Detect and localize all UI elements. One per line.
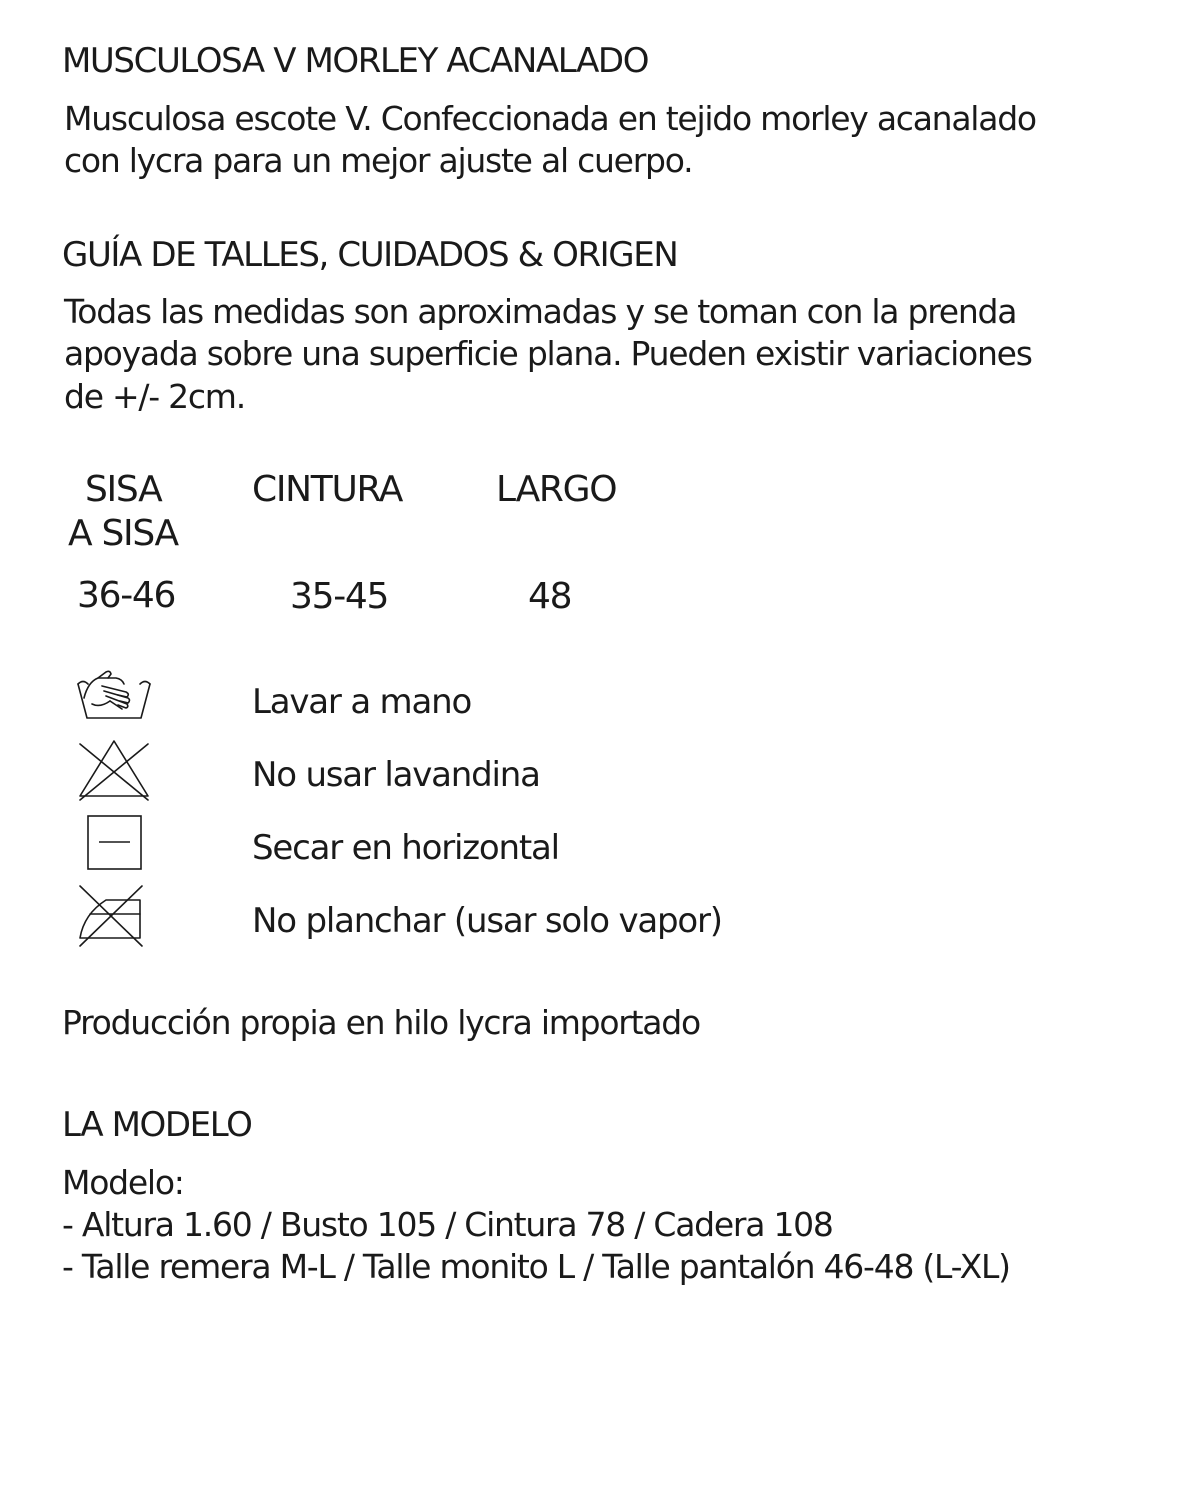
- no-bleach-icon: [76, 738, 152, 802]
- size-value-largo: 48: [528, 576, 572, 617]
- size-value-cintura: 35-45: [290, 576, 389, 617]
- size-header-sisa-line-1: SISA: [85, 469, 162, 510]
- size-header-largo: LARGO: [496, 469, 617, 510]
- origin-text: Producción propia en hilo lycra importado: [62, 1003, 700, 1042]
- no-iron-icon: [76, 884, 146, 948]
- care-label-hand-wash: Lavar a mano: [252, 682, 472, 722]
- guide-title: GUÍA DE TALLES, CUIDADOS & ORIGEN: [62, 235, 678, 275]
- model-line-1: Modelo:: [62, 1163, 184, 1202]
- model-title: LA MODELO: [62, 1105, 252, 1145]
- model-line-3: - Talle remera M-L / Talle monito L / Talle pantalón 46-48 (L-XL): [62, 1247, 1010, 1286]
- dry-flat-icon: [86, 814, 144, 872]
- model-line-2: - Altura 1.60 / Busto 105 / Cintura 78 / Cadera 108: [62, 1205, 833, 1244]
- care-label-no-bleach: No usar lavandina: [252, 755, 540, 795]
- care-label-no-iron: No planchar (usar solo vapor): [252, 901, 722, 941]
- size-header-cintura: CINTURA: [252, 469, 403, 510]
- product-description-line-2: con lycra para un mejor ajuste al cuerpo.: [64, 141, 693, 180]
- product-title: MUSCULOSA V MORLEY ACANALADO: [62, 41, 649, 81]
- guide-note-line-1: Todas las medidas son aproximadas y se toman con la prenda: [64, 292, 1017, 331]
- size-header-sisa-line-2: A SISA: [68, 513, 178, 554]
- size-value-sisa: 36-46: [77, 575, 176, 616]
- guide-note-line-2: apoyada sobre una superficie plana. Pueden existir variaciones: [64, 334, 1032, 373]
- guide-note-line-3: de +/- 2cm.: [64, 377, 245, 416]
- product-description-line-1: Musculosa escote V. Confeccionada en tejido morley acanalado: [64, 99, 1036, 138]
- hand-wash-icon: [74, 664, 154, 724]
- care-label-dry-flat: Secar en horizontal: [252, 828, 559, 868]
